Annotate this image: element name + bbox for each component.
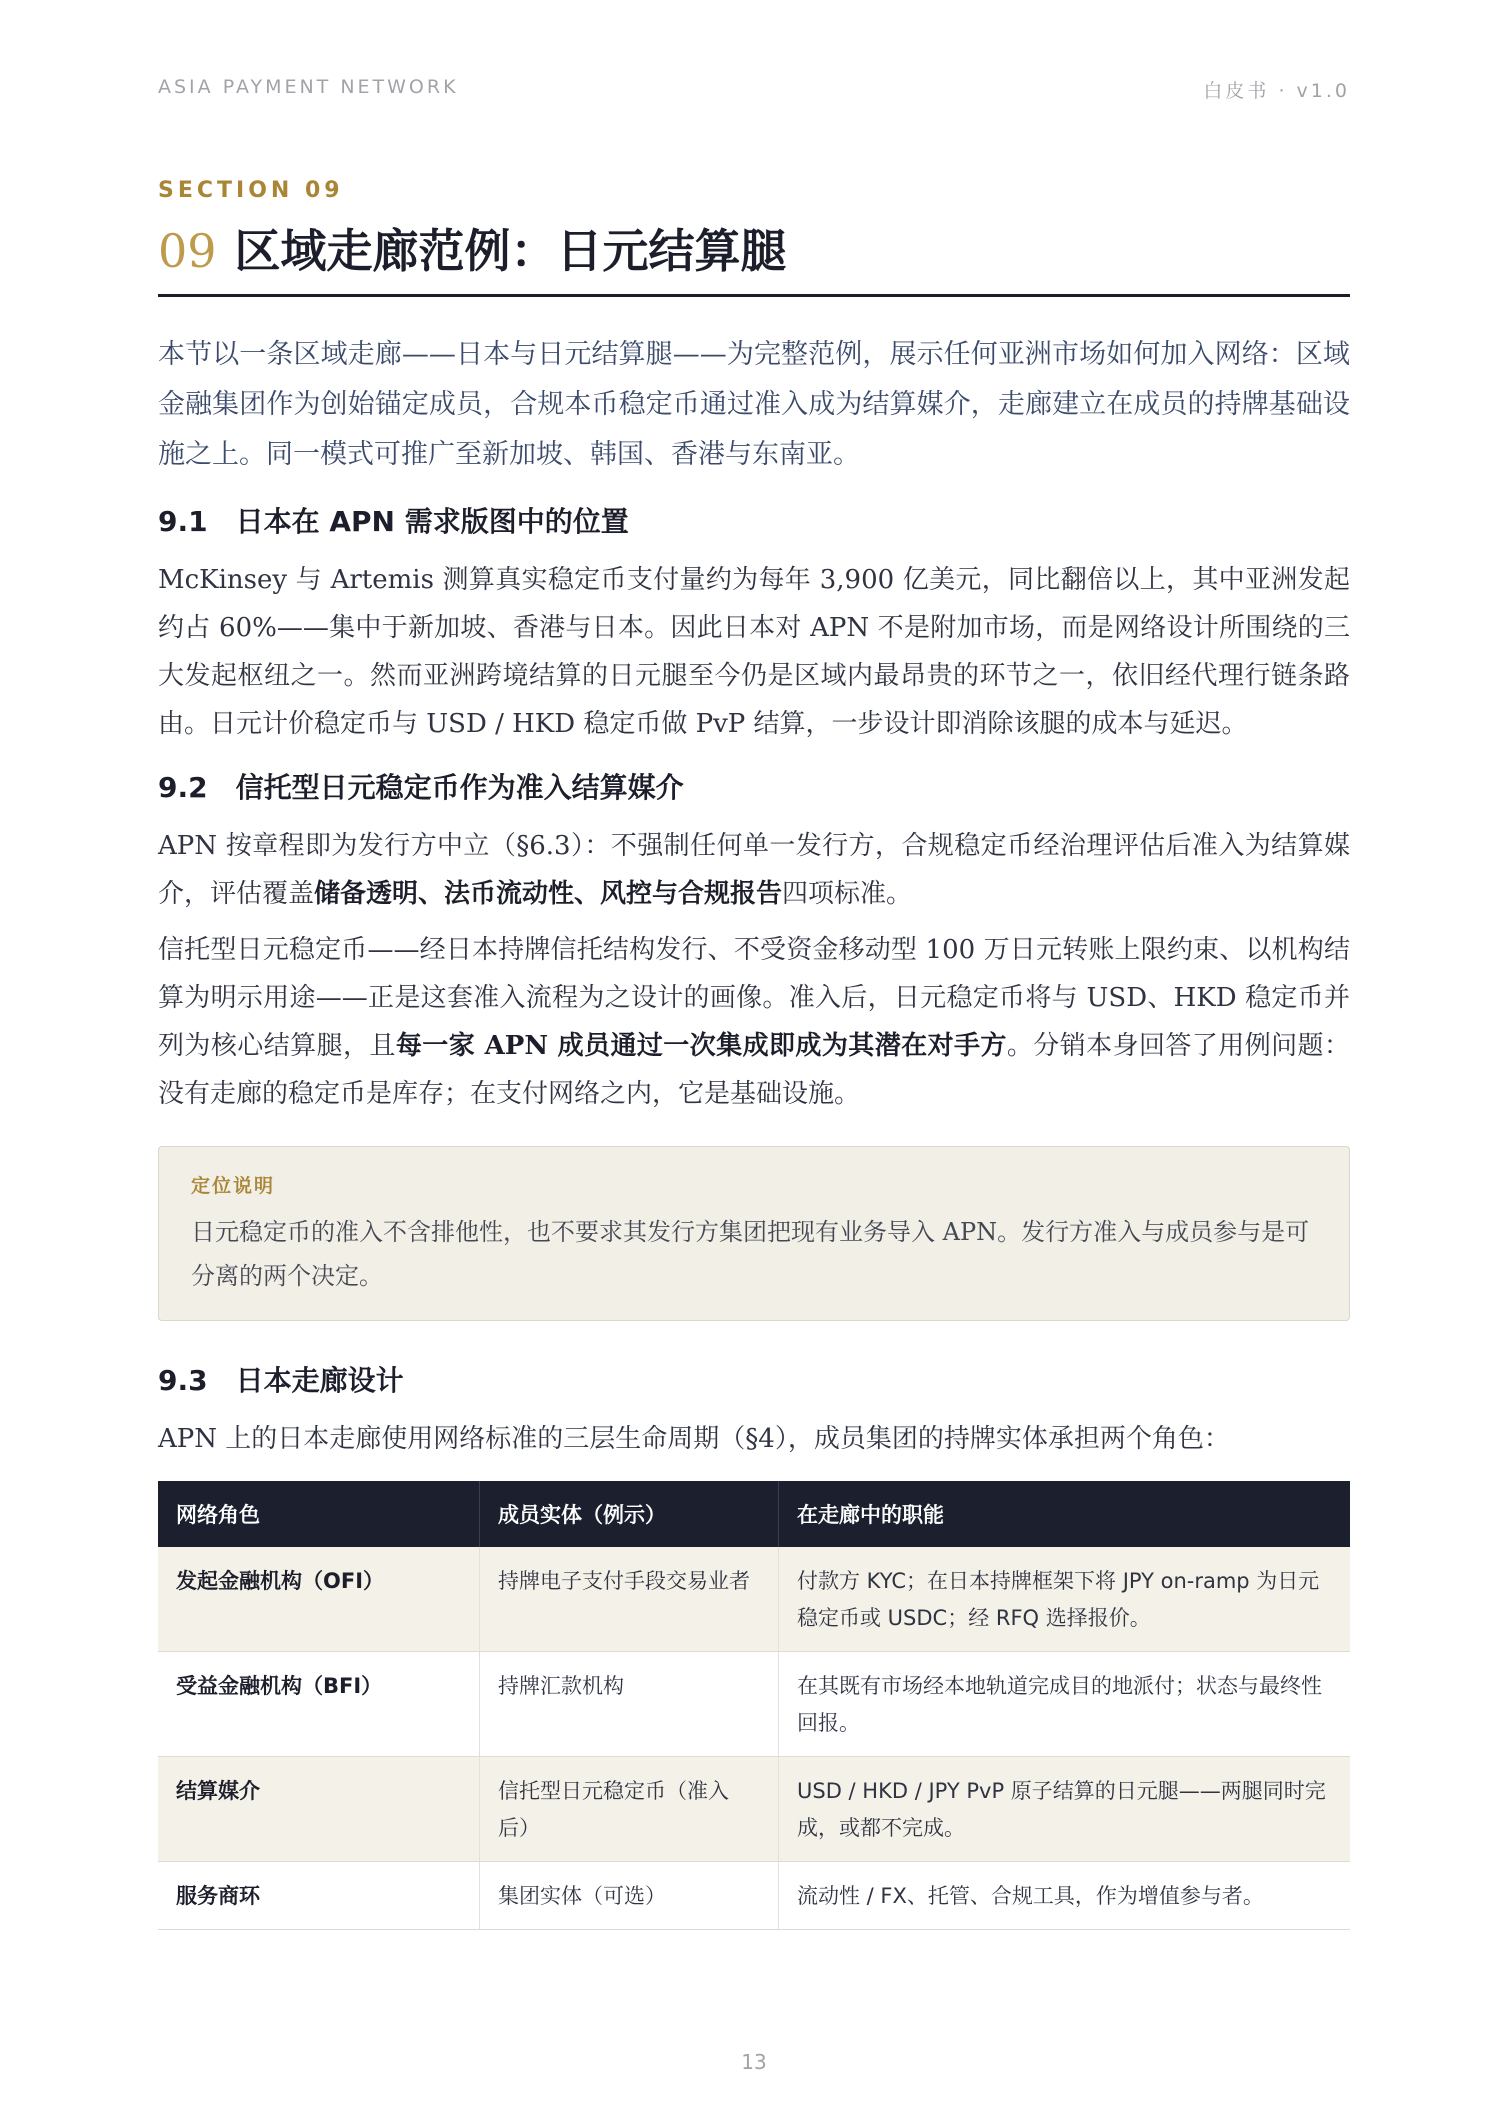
page-number: 13 [741, 2050, 767, 2074]
subsection-9-2-paragraph-1 [158, 822, 1350, 918]
corridor-roles-table [158, 1481, 1350, 1930]
paragraph-text: 四项标准。 [782, 879, 913, 909]
paragraph-text: 信托型日元稳定币——经日本持牌信托结构发行、不受资金移动型 100 万日元转账上限约束、以机构结算为明示用途——正是这套准入流程为之设计的画像。准入后，日元稳定币将与 USD、HKD 稳定币并列为核心结算腿，且 [158, 935, 1350, 1061]
section-intro: 本节以一条区域走廊——日本与日元结算腿——为完整范例，展示任何亚洲市场如何加入网络：区域金融集团作为创始锚定成员，合规本币稳定币通过准入成为结算媒介，走廊建立在成员的持牌基础设施之上。同一模式可推广至新加坡、韩国、香港与东南亚。 [158, 339, 1350, 470]
column-header-function: 在走廊中的职能 [779, 1481, 1351, 1547]
section-title [158, 218, 1350, 297]
header-publisher: ASIA PAYMENT NETWORK [158, 76, 459, 98]
subsection-9-3-paragraph: APN 上的日本走廊使用网络标准的三层生命周期（§4），成员集团的持牌实体承担两个角色： [158, 1424, 1230, 1454]
subsection-number: 9.3 [158, 1364, 208, 1397]
cell-role: 发起金融机构（OFI） [158, 1547, 480, 1652]
cell-entity: 持牌电子支付手段交易业者 [480, 1547, 779, 1652]
table-header-row [158, 1481, 1350, 1547]
paragraph-text: 。分销本身回答了用例问题：没有走廊的稳定币是库存；在支付网络之内，它是基础设施。 [158, 1031, 1350, 1109]
subsection-9-3-heading [158, 1361, 1350, 1401]
cell-entity: 信托型日元稳定币（准入后） [480, 1757, 779, 1862]
running-header [158, 76, 1350, 103]
cell-entity: 持牌汇款机构 [480, 1652, 779, 1757]
cell-role: 受益金融机构（BFI） [158, 1652, 480, 1757]
table-row [158, 1862, 1350, 1930]
subsection-9-2-heading [158, 768, 1350, 808]
callout-text: 日元稳定币的准入不含排他性，也不要求其发行方集团把现有业务导入 APN。发行方准入与成员参与是可分离的两个决定。 [191, 1218, 1310, 1290]
subsection-9-1-paragraph: McKinsey 与 Artemis 测算真实稳定币支付量约为每年 3,900 亿美元，同比翻倍以上，其中亚洲发起约占 60%——集中于新加坡、香港与日本。因此日本对 APN 不是附加市场，而是网络设计所围绕的三大发起枢纽之一。然而亚洲跨境结算的日元腿至今仍是区域内最昂贵的环节之一，依旧经代理行链条路由。日元计价稳定币与 USD / HKD 稳定币做 PvP 结算，一步设计即消除该腿的成本与延迟。 [158, 565, 1350, 739]
subsection-9-1-heading [158, 502, 1350, 542]
subsection-title: 日本在 APN 需求版图中的位置 [235, 505, 629, 538]
cell-entity: 集团实体（可选） [480, 1862, 779, 1930]
column-header-entity: 成员实体（例示） [480, 1481, 779, 1547]
cell-role: 结算媒介 [158, 1757, 480, 1862]
subsection-title: 日本走廊设计 [235, 1364, 404, 1397]
section-title-text: 区域走廊范例：日元结算腿 [234, 224, 787, 278]
table-row [158, 1757, 1350, 1862]
cell-function: 在其既有市场经本地轨道完成目的地派付；状态与最终性回报。 [779, 1652, 1351, 1757]
emphasis-text: 储备透明、法币流动性、风控与合规报告 [314, 879, 783, 909]
cell-function: USD / HKD / JPY PvP 原子结算的日元腿——两腿同时完成，或都不完成。 [779, 1757, 1351, 1862]
column-header-role: 网络角色 [158, 1481, 480, 1547]
subsection-9-2-paragraph-2 [158, 926, 1350, 1118]
positioning-callout [158, 1146, 1350, 1321]
subsection-title: 信托型日元稳定币作为准入结算媒介 [235, 771, 684, 804]
table-row [158, 1652, 1350, 1757]
table-row [158, 1547, 1350, 1652]
paragraph-text: APN 按章程即为发行方中立（§6.3）：不强制任何单一发行方，合规稳定币经治理评估后准入为结算媒介，评估覆盖 [158, 831, 1350, 909]
header-doc-version: 白皮书 · v1.0 [1203, 80, 1350, 102]
section-body [158, 330, 1350, 1930]
subsection-number: 9.1 [158, 505, 208, 538]
callout-label: 定位说明 [191, 1175, 276, 1197]
emphasis-text: 每一家 APN 成员通过一次集成即成为其潜在对手方 [395, 1031, 1007, 1061]
section-eyebrow: SECTION 09 [158, 178, 344, 203]
cell-role: 服务商环 [158, 1862, 480, 1930]
section-number: 09 [158, 224, 217, 278]
subsection-number: 9.2 [158, 771, 208, 804]
cell-function: 付款方 KYC；在日本持牌框架下将 JPY on-ramp 为日元稳定币或 USDC；经 RFQ 选择报价。 [779, 1547, 1351, 1652]
cell-function: 流动性 / FX、托管、合规工具，作为增值参与者。 [779, 1862, 1351, 1930]
